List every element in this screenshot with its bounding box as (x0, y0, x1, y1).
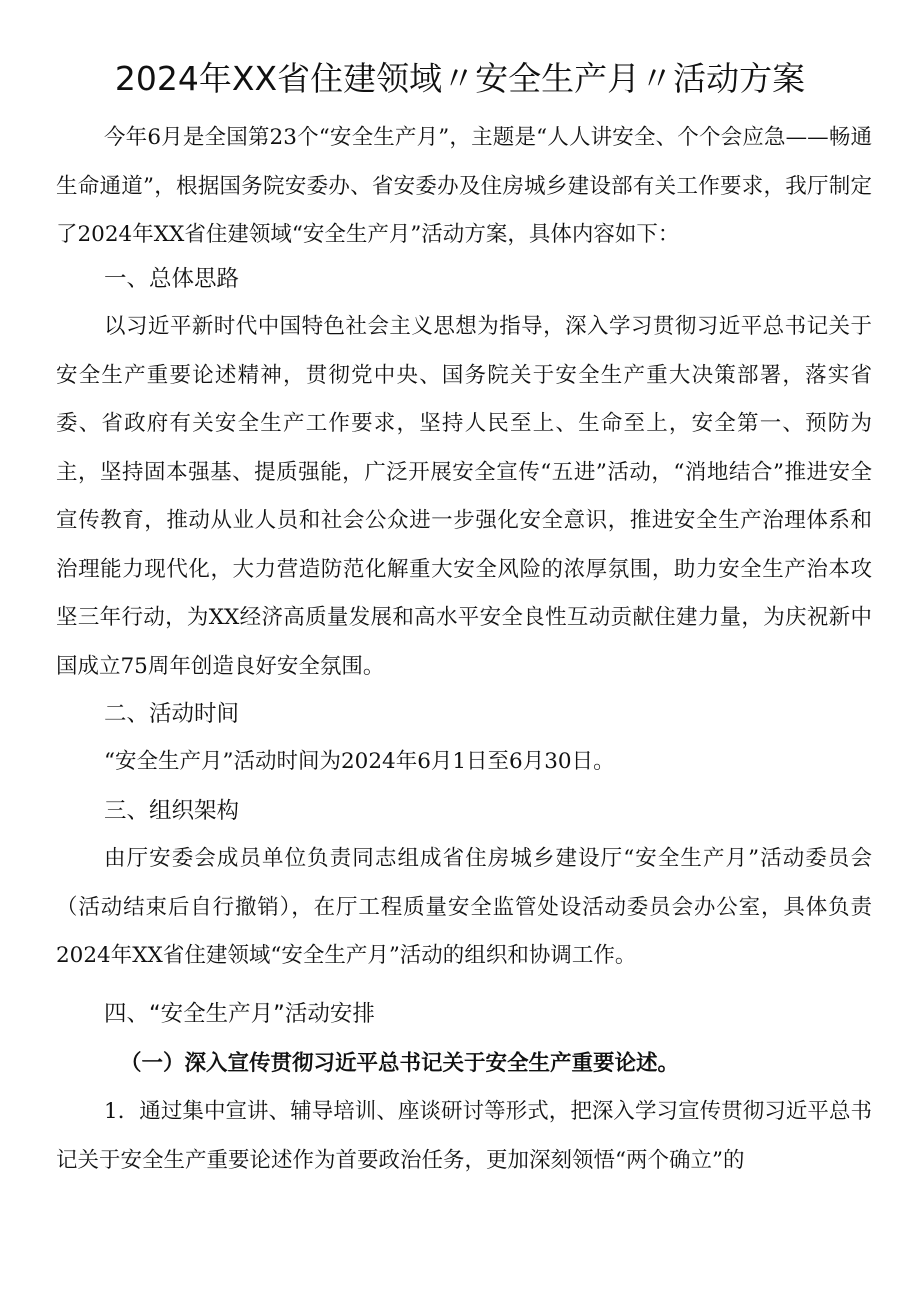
section-4-body: 1．通过集中宣讲、辅导培训、座谈研讨等形式，把深入学习宣传贯彻习近平总书记关于安全生产重要论述作为首要政治任务，更加深刻领悟“两个确立”的 (56, 1099, 872, 1173)
section-3-heading: 三、组织架构 (104, 798, 240, 824)
intro-paragraph: 今年6月是全国第23个“安全生产月”，主题是“人人讲安全、个个会应急——畅通生命通道”，根据国务院安委办、省安委办及住房城乡建设部有关工作要求，我厅制定了2024年XX省住建领域“安全生产月”活动方案，具体内容如下： (56, 125, 872, 247)
section-4-heading: 四、“安全生产月”活动安排 (104, 1001, 375, 1027)
section-4-subheading: （一）深入宣传贯彻习近平总书记关于安全生产重要论述。 (120, 1051, 680, 1076)
document-title: 2024年XX省住建领域〃安全生产月〃活动方案 (114, 59, 806, 98)
section-2-body: “安全生产月”活动时间为2024年6月1日至6月30日。 (104, 749, 615, 774)
section-3-body: 由厅安委会成员单位负责同志组成省住房城乡建设厅“安全生产月”活动委员会（活动结束后自行撤销），在厅工程质量安全监管处设活动委员会办公室，具体负责2024年XX省住建领域“安全生产月”活动的组织和协调工作。 (56, 846, 872, 968)
section-2-heading: 二、活动时间 (104, 701, 240, 727)
section-1-body: 以习近平新时代中国特色社会主义思想为指导，深入学习贯彻习近平总书记关于安全生产重要论述精神，贯彻党中央、国务院关于安全生产重大决策部署，落实省委、省政府有关安全生产工作要求，坚持人民至上、生命至上，安全第一、预防为主，坚持固本强基、提质强能，广泛开展安全宣传“五进”活动，“消地结合”推进安全宣传教育，推动从业人员和社会公众进一步强化安全意识，推进安全生产治理体系和治理能力现代化，大力营造防范化解重大安全风险的浓厚氛围，助力安全生产治本攻坚三年行动，为XX经济高质量发展和高水平安全良性互动贡献住建力量，为庆祝新中国成立75周年创造良好安全氛围。 (56, 314, 872, 679)
section-1-heading: 一、总体思路 (104, 266, 240, 292)
